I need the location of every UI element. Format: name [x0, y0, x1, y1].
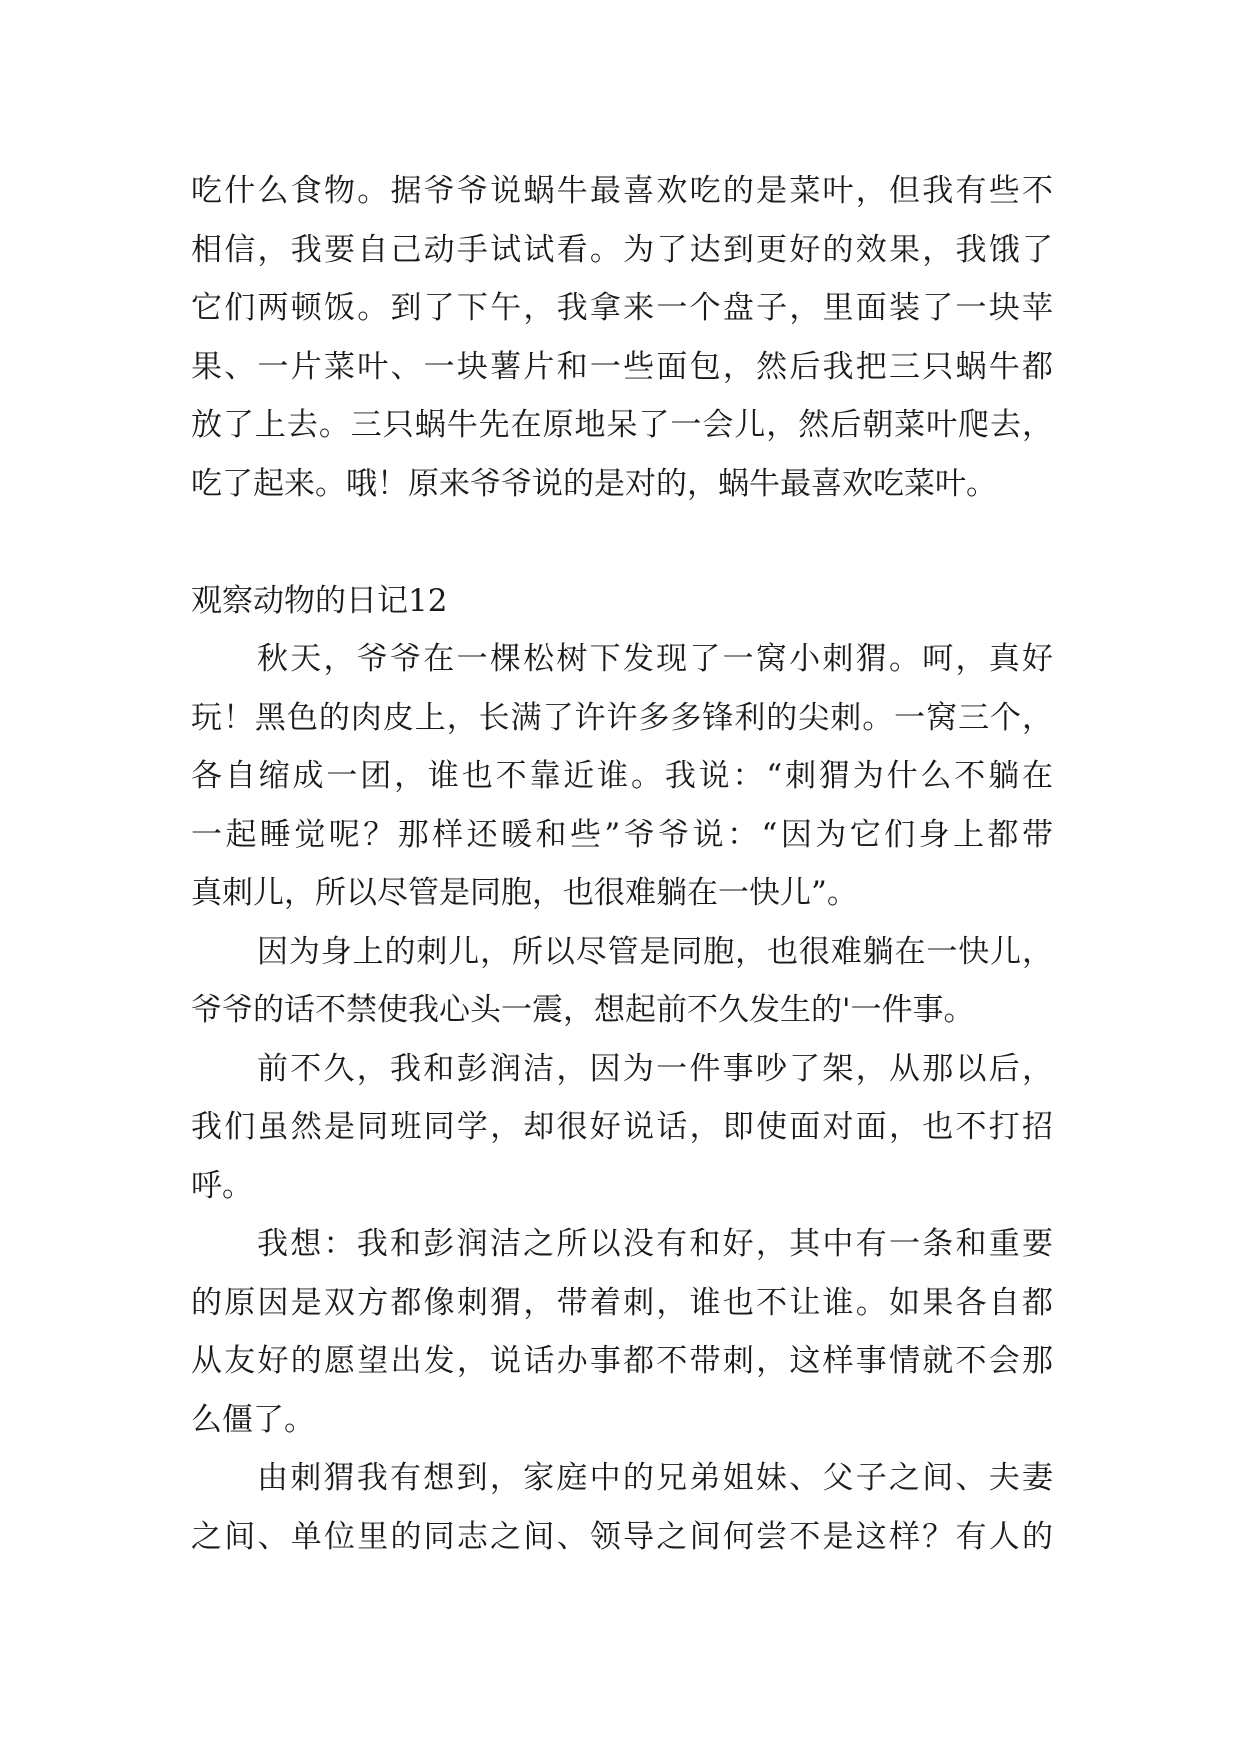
paragraph-2 — [191, 923, 1053, 1040]
section-title: 观察动物的日记12 — [191, 582, 448, 619]
text-line: 由刺猬我有想到，家庭中的兄弟姐妹、父子之间、夫妻 — [257, 1460, 1053, 1496]
text-line: 呼。 — [191, 1167, 253, 1204]
paragraph-1 — [191, 630, 1053, 923]
text-line: 真刺儿，所以尽管是同胞，也很难躺在一快儿”。 — [191, 875, 858, 911]
text-line: 它们两顿饭。到了下午，我拿来一个盘子，里面装了一块苹 — [191, 290, 1053, 326]
text-line: 么僵了。 — [191, 1401, 315, 1438]
text-line: 我们虽然是同班同学，却很好说话，即使面对面，也不打招 — [191, 1109, 1053, 1145]
text-line: 秋天，爷爷在一棵松树下发现了一窝小刺猬。呵，真好 — [257, 641, 1053, 677]
text-line: 吃了起来。哦！原来爷爷说的是对的，蜗牛最喜欢吃菜叶。 — [191, 465, 997, 502]
text-line: 前不久，我和彭润洁，因为一件事吵了架，从那以后， — [257, 1050, 1053, 1087]
text-line: 我想：我和彭润洁之所以没有和好，其中有一条和重要 — [257, 1226, 1053, 1262]
text-line: 一起睡觉呢？那样还暖和些”爷爷说：“因为它们身上都带 — [191, 816, 1053, 853]
carryover-paragraph — [191, 162, 1053, 513]
paragraph-4 — [191, 1215, 1053, 1449]
text-line: 爷爷的话不禁使我心头一震，想起前不久发生的'一件事。 — [191, 992, 975, 1028]
text-line: 果、一片菜叶、一块薯片和一些面包，然后我把三只蜗牛都 — [191, 348, 1053, 385]
text-line: 从友好的愿望出发，说话办事都不带刺，这样事情就不会那 — [191, 1343, 1053, 1379]
paragraph-3 — [191, 1040, 1053, 1216]
paragraph-5 — [191, 1449, 1053, 1566]
text-line: 之间、单位里的同志之间、领导之间何尝不是这样？有人的 — [191, 1518, 1053, 1555]
text-line: 的原因是双方都像刺猬，带着刺，谁也不让谁。如果各自都 — [191, 1284, 1053, 1321]
text-line: 因为身上的刺儿，所以尽管是同胞，也很难躺在一快儿， — [257, 933, 1053, 970]
text-line: 相信，我要自己动手试试看。为了达到更好的效果，我饿了 — [191, 231, 1053, 268]
text-line: 各自缩成一团，谁也不靠近谁。我说：“刺猬为什么不躺在 — [191, 758, 1053, 794]
text-line: 吃什么食物。据爷爷说蜗牛最喜欢吃的是菜叶，但我有些不 — [191, 173, 1053, 209]
text-line: 玩！黑色的肉皮上，长满了许许多多锋利的尖刺。一窝三个， — [191, 699, 1053, 736]
document-page — [191, 162, 1053, 1566]
text-line: 放了上去。三只蜗牛先在原地呆了一会儿，然后朝菜叶爬去， — [191, 407, 1053, 443]
paragraph-gap — [191, 513, 1053, 572]
